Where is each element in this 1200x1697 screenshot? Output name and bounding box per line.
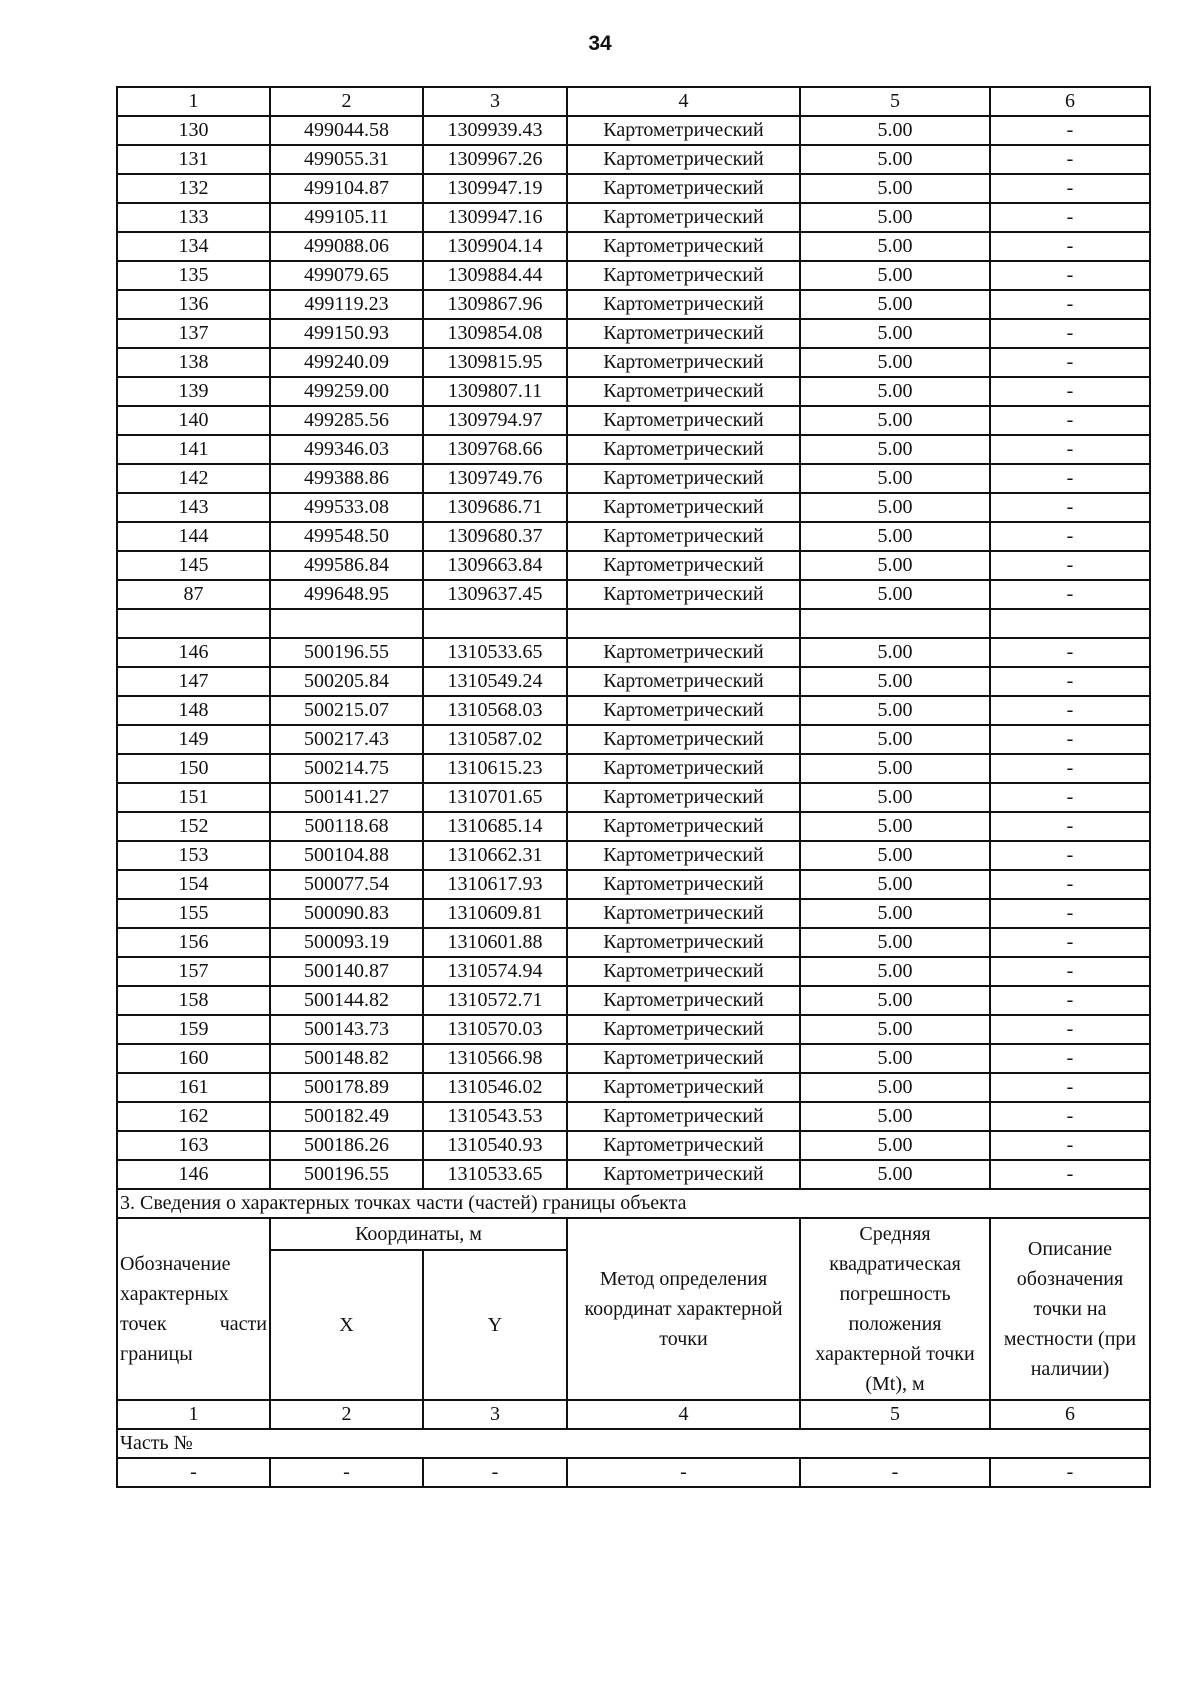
column-number: 6 [990, 87, 1150, 116]
point-number-cell: 157 [117, 957, 270, 986]
method-cell: Картометрический [567, 1131, 800, 1160]
x-coordinate-cell: 500196.55 [270, 1160, 423, 1189]
point-number-cell: 158 [117, 986, 270, 1015]
error-cell: 5.00 [800, 203, 990, 232]
table-row [117, 957, 1150, 986]
column-number: 5 [800, 1400, 990, 1429]
error-cell: 5.00 [800, 725, 990, 754]
description-cell: - [990, 1015, 1150, 1044]
method-cell: Картометрический [567, 696, 800, 725]
column-number: 4 [567, 1400, 800, 1429]
description-cell: - [990, 986, 1150, 1015]
error-header: Средняя квадратическая погрешность положения характерной точки (Mt), м [800, 1218, 990, 1400]
x-coordinate-cell: 500148.82 [270, 1044, 423, 1073]
error-cell: 5.00 [800, 1044, 990, 1073]
y-coordinate-cell: 1309637.45 [423, 580, 567, 609]
table-row [117, 1044, 1150, 1073]
error-cell: 5.00 [800, 928, 990, 957]
description-header: Описание обозначения точки на местности (при наличии) [990, 1218, 1150, 1400]
point-number-cell: 136 [117, 290, 270, 319]
point-number-cell: 135 [117, 261, 270, 290]
y-coordinate-cell: 1310533.65 [423, 1160, 567, 1189]
table-row [117, 696, 1150, 725]
table-row [117, 1160, 1150, 1189]
x-coordinate-cell: 499150.93 [270, 319, 423, 348]
description-cell: - [990, 232, 1150, 261]
y-coordinate-cell: 1309663.84 [423, 551, 567, 580]
point-number-cell: 156 [117, 928, 270, 957]
table-row [117, 174, 1150, 203]
error-cell: 5.00 [800, 1102, 990, 1131]
table-row [117, 232, 1150, 261]
method-cell: Картометрический [567, 290, 800, 319]
x-coordinate-cell: 500143.73 [270, 1015, 423, 1044]
error-cell: 5.00 [800, 1160, 990, 1189]
x-coordinate-cell: 499044.58 [270, 116, 423, 145]
description-cell: - [990, 1073, 1150, 1102]
y-coordinate-cell: 1310662.31 [423, 841, 567, 870]
y-coordinate-cell: 1309854.08 [423, 319, 567, 348]
point-number-cell: 143 [117, 493, 270, 522]
x-coordinate-cell [270, 609, 423, 638]
table-row [117, 261, 1150, 290]
point-number-cell: 146 [117, 1160, 270, 1189]
y-coordinate-cell: 1310609.81 [423, 899, 567, 928]
column-number: 1 [117, 87, 270, 116]
error-cell: 5.00 [800, 841, 990, 870]
table-row [117, 580, 1150, 609]
method-cell: Картометрический [567, 261, 800, 290]
point-number-cell: 140 [117, 406, 270, 435]
table-row [117, 522, 1150, 551]
method-cell: Картометрический [567, 232, 800, 261]
point-number-cell: 133 [117, 203, 270, 232]
method-cell [567, 609, 800, 638]
table-row [117, 551, 1150, 580]
method-cell: Картометрический [567, 1073, 800, 1102]
column-number: 2 [270, 87, 423, 116]
coordinates-table [116, 86, 1151, 1488]
method-cell: Картометрический [567, 754, 800, 783]
method-cell: Картометрический [567, 319, 800, 348]
y-coordinate-cell: 1309947.16 [423, 203, 567, 232]
table-row [117, 870, 1150, 899]
x-coordinate-cell: 500140.87 [270, 957, 423, 986]
x-coordinate-cell: 499586.84 [270, 551, 423, 580]
description-cell: - [990, 116, 1150, 145]
y-coordinate-cell: 1310546.02 [423, 1073, 567, 1102]
error-cell: 5.00 [800, 116, 990, 145]
error-cell: 5.00 [800, 435, 990, 464]
error-cell: 5.00 [800, 377, 990, 406]
y-coordinate-cell: 1310701.65 [423, 783, 567, 812]
table-row [117, 841, 1150, 870]
point-number-cell: 141 [117, 435, 270, 464]
x-coordinate-cell: 500178.89 [270, 1073, 423, 1102]
designation-header: Обозначение характерных точек части границы [117, 1218, 270, 1400]
table-row [117, 348, 1150, 377]
page-number: 34 [588, 32, 612, 55]
description-cell: - [990, 1160, 1150, 1189]
error-cell [800, 609, 990, 638]
description-cell: - [990, 174, 1150, 203]
point-number-cell: 145 [117, 551, 270, 580]
y-coordinate-cell: 1309884.44 [423, 261, 567, 290]
table-row [117, 812, 1150, 841]
x-coordinate-cell: 499119.23 [270, 290, 423, 319]
method-cell: Картометрический [567, 435, 800, 464]
table-row [117, 319, 1150, 348]
x-coordinate-cell: 500093.19 [270, 928, 423, 957]
empty-cell: - [800, 1458, 990, 1487]
description-cell: - [990, 203, 1150, 232]
point-number-cell: 160 [117, 1044, 270, 1073]
description-cell: - [990, 1131, 1150, 1160]
y-coordinate-cell: 1310685.14 [423, 812, 567, 841]
x-coordinate-cell: 499548.50 [270, 522, 423, 551]
column-number: 1 [117, 1400, 270, 1429]
description-cell: - [990, 899, 1150, 928]
method-cell: Картометрический [567, 667, 800, 696]
description-cell: - [990, 812, 1150, 841]
x-coordinate-cell: 499285.56 [270, 406, 423, 435]
description-cell: - [990, 348, 1150, 377]
description-cell: - [990, 406, 1150, 435]
point-number-cell: 161 [117, 1073, 270, 1102]
table-row [117, 406, 1150, 435]
description-cell: - [990, 783, 1150, 812]
error-cell: 5.00 [800, 319, 990, 348]
section3-title-row [117, 1189, 1150, 1218]
point-number-cell: 87 [117, 580, 270, 609]
x-coordinate-cell: 500214.75 [270, 754, 423, 783]
section3-empty-row [117, 1458, 1150, 1487]
method-cell: Картометрический [567, 145, 800, 174]
section3-column-number-row [117, 1400, 1150, 1429]
error-cell: 5.00 [800, 696, 990, 725]
error-cell: 5.00 [800, 232, 990, 261]
method-cell: Картометрический [567, 638, 800, 667]
description-cell: - [990, 493, 1150, 522]
x-coordinate-cell: 499240.09 [270, 348, 423, 377]
y-coordinate-cell: 1310543.53 [423, 1102, 567, 1131]
x-coordinate-cell: 499104.87 [270, 174, 423, 203]
description-cell: - [990, 319, 1150, 348]
x-coordinate-cell: 499088.06 [270, 232, 423, 261]
x-header: X [270, 1250, 423, 1400]
empty-cell: - [270, 1458, 423, 1487]
x-coordinate-cell: 499388.86 [270, 464, 423, 493]
table-row [117, 116, 1150, 145]
table-row [117, 783, 1150, 812]
table-row [117, 986, 1150, 1015]
point-number-cell: 153 [117, 841, 270, 870]
y-coordinate-cell: 1309867.96 [423, 290, 567, 319]
method-cell: Картометрический [567, 116, 800, 145]
y-coordinate-cell: 1310572.71 [423, 986, 567, 1015]
table-row [117, 638, 1150, 667]
part-label: Часть № [117, 1429, 1150, 1458]
y-coordinate-cell: 1310617.93 [423, 870, 567, 899]
empty-cell: - [990, 1458, 1150, 1487]
y-coordinate-cell: 1310587.02 [423, 725, 567, 754]
x-coordinate-cell: 499259.00 [270, 377, 423, 406]
method-cell: Картометрический [567, 551, 800, 580]
description-cell: - [990, 522, 1150, 551]
table-row [117, 1131, 1150, 1160]
method-cell: Картометрический [567, 986, 800, 1015]
x-coordinate-cell: 499079.65 [270, 261, 423, 290]
y-coordinate-cell: 1309967.26 [423, 145, 567, 174]
description-cell: - [990, 551, 1150, 580]
y-coordinate-cell: 1309686.71 [423, 493, 567, 522]
empty-separator-row [117, 609, 1150, 638]
description-cell: - [990, 638, 1150, 667]
error-cell: 5.00 [800, 145, 990, 174]
error-cell: 5.00 [800, 957, 990, 986]
section3-block [117, 1189, 1150, 1487]
point-number-cell: 151 [117, 783, 270, 812]
table-row [117, 493, 1150, 522]
description-cell: - [990, 696, 1150, 725]
description-cell: - [990, 754, 1150, 783]
table-row [117, 725, 1150, 754]
error-cell: 5.00 [800, 522, 990, 551]
method-cell: Картометрический [567, 725, 800, 754]
x-coordinate-cell: 500144.82 [270, 986, 423, 1015]
y-coordinate-cell: 1310601.88 [423, 928, 567, 957]
table-row [117, 754, 1150, 783]
y-coordinate-cell: 1309939.43 [423, 116, 567, 145]
method-cell: Картометрический [567, 1044, 800, 1073]
point-number-cell: 152 [117, 812, 270, 841]
method-cell: Картометрический [567, 522, 800, 551]
table-row [117, 290, 1150, 319]
description-cell: - [990, 580, 1150, 609]
method-cell: Картометрический [567, 899, 800, 928]
error-cell: 5.00 [800, 174, 990, 203]
empty-cell: - [567, 1458, 800, 1487]
method-cell: Картометрический [567, 783, 800, 812]
method-cell: Картометрический [567, 464, 800, 493]
point-number-cell: 144 [117, 522, 270, 551]
x-coordinate-cell: 500090.83 [270, 899, 423, 928]
column-number: 5 [800, 87, 990, 116]
method-cell: Картометрический [567, 928, 800, 957]
point-number-cell: 131 [117, 145, 270, 174]
y-coordinate-cell: 1309768.66 [423, 435, 567, 464]
point-number-cell: 148 [117, 696, 270, 725]
x-coordinate-cell: 500182.49 [270, 1102, 423, 1131]
error-cell: 5.00 [800, 1073, 990, 1102]
description-cell: - [990, 377, 1150, 406]
point-number-cell: 149 [117, 725, 270, 754]
method-cell: Картометрический [567, 1102, 800, 1131]
x-coordinate-cell: 499346.03 [270, 435, 423, 464]
error-cell: 5.00 [800, 406, 990, 435]
error-cell: 5.00 [800, 551, 990, 580]
point-number-cell: 142 [117, 464, 270, 493]
error-cell: 5.00 [800, 638, 990, 667]
column-number: 3 [423, 87, 567, 116]
section3-title: 3. Сведения о характерных точках части (частей) границы объекта [117, 1189, 1150, 1218]
error-cell: 5.00 [800, 464, 990, 493]
point-number-cell: 150 [117, 754, 270, 783]
method-cell: Картометрический [567, 203, 800, 232]
point-number-cell: 134 [117, 232, 270, 261]
error-cell: 5.00 [800, 348, 990, 377]
method-cell: Картометрический [567, 957, 800, 986]
column-number: 4 [567, 87, 800, 116]
method-cell: Картометрический [567, 812, 800, 841]
section3-header-row [117, 1218, 1150, 1250]
method-cell: Картометрический [567, 580, 800, 609]
table-row [117, 1073, 1150, 1102]
y-coordinate-cell: 1310566.98 [423, 1044, 567, 1073]
error-cell: 5.00 [800, 812, 990, 841]
point-number-cell: 138 [117, 348, 270, 377]
x-coordinate-cell: 500141.27 [270, 783, 423, 812]
x-coordinate-cell: 500217.43 [270, 725, 423, 754]
empty-cell: - [117, 1458, 270, 1487]
point-number-cell: 159 [117, 1015, 270, 1044]
description-cell: - [990, 667, 1150, 696]
y-coordinate-cell: 1310533.65 [423, 638, 567, 667]
method-cell: Картометрический [567, 377, 800, 406]
error-cell: 5.00 [800, 1015, 990, 1044]
y-coordinate-cell [423, 609, 567, 638]
x-coordinate-cell: 499648.95 [270, 580, 423, 609]
y-coordinate-cell: 1309794.97 [423, 406, 567, 435]
description-cell: - [990, 435, 1150, 464]
y-coordinate-cell: 1309904.14 [423, 232, 567, 261]
y-coordinate-cell: 1310540.93 [423, 1131, 567, 1160]
error-cell: 5.00 [800, 754, 990, 783]
description-cell: - [990, 145, 1150, 174]
error-cell: 5.00 [800, 290, 990, 319]
y-coordinate-cell: 1310574.94 [423, 957, 567, 986]
y-coordinate-cell: 1309815.95 [423, 348, 567, 377]
method-header: Метод определения координат характерной точки [567, 1218, 800, 1400]
error-cell: 5.00 [800, 1131, 990, 1160]
empty-cell: - [423, 1458, 567, 1487]
x-coordinate-cell: 499533.08 [270, 493, 423, 522]
x-coordinate-cell: 500205.84 [270, 667, 423, 696]
part-label-row [117, 1429, 1150, 1458]
y-coordinate-cell: 1310568.03 [423, 696, 567, 725]
point-number-cell: 155 [117, 899, 270, 928]
point-number-cell: 137 [117, 319, 270, 348]
method-cell: Картометрический [567, 174, 800, 203]
x-coordinate-cell: 499105.11 [270, 203, 423, 232]
error-cell: 5.00 [800, 870, 990, 899]
y-coordinate-cell: 1310570.03 [423, 1015, 567, 1044]
description-cell: - [990, 1044, 1150, 1073]
point-number-cell: 130 [117, 116, 270, 145]
method-cell: Картометрический [567, 406, 800, 435]
table-row [117, 899, 1150, 928]
method-cell: Картометрический [567, 1015, 800, 1044]
error-cell: 5.00 [800, 493, 990, 522]
x-coordinate-cell: 500077.54 [270, 870, 423, 899]
method-cell: Картометрический [567, 870, 800, 899]
error-cell: 5.00 [800, 667, 990, 696]
description-cell: - [990, 870, 1150, 899]
description-cell: - [990, 464, 1150, 493]
description-cell: - [990, 1102, 1150, 1131]
column-number: 6 [990, 1400, 1150, 1429]
description-cell [990, 609, 1150, 638]
point-number-cell: 132 [117, 174, 270, 203]
x-coordinate-cell: 500196.55 [270, 638, 423, 667]
column-number: 3 [423, 1400, 567, 1429]
table-row [117, 928, 1150, 957]
point-number-cell: 147 [117, 667, 270, 696]
y-coordinate-cell: 1310615.23 [423, 754, 567, 783]
error-cell: 5.00 [800, 783, 990, 812]
description-cell: - [990, 725, 1150, 754]
coordinates-table-body [117, 87, 1150, 1189]
method-cell: Картометрический [567, 348, 800, 377]
x-coordinate-cell: 500186.26 [270, 1131, 423, 1160]
y-coordinate-cell: 1309680.37 [423, 522, 567, 551]
point-number-cell: 154 [117, 870, 270, 899]
description-cell: - [990, 957, 1150, 986]
error-cell: 5.00 [800, 899, 990, 928]
y-coordinate-cell: 1310549.24 [423, 667, 567, 696]
table-row [117, 203, 1150, 232]
table-row [117, 1015, 1150, 1044]
column-number: 2 [270, 1400, 423, 1429]
error-cell: 5.00 [800, 580, 990, 609]
point-number-cell [117, 609, 270, 638]
description-cell: - [990, 841, 1150, 870]
table-row [117, 145, 1150, 174]
method-cell: Картометрический [567, 493, 800, 522]
x-coordinate-cell: 500118.68 [270, 812, 423, 841]
x-coordinate-cell: 499055.31 [270, 145, 423, 174]
x-coordinate-cell: 500215.07 [270, 696, 423, 725]
point-number-cell: 162 [117, 1102, 270, 1131]
y-coordinate-cell: 1309749.76 [423, 464, 567, 493]
point-number-cell: 146 [117, 638, 270, 667]
description-cell: - [990, 928, 1150, 957]
error-cell: 5.00 [800, 986, 990, 1015]
coordinates-header: Координаты, м [270, 1218, 567, 1250]
point-number-cell: 163 [117, 1131, 270, 1160]
y-header: Y [423, 1250, 567, 1400]
y-coordinate-cell: 1309807.11 [423, 377, 567, 406]
table-row [117, 464, 1150, 493]
error-cell: 5.00 [800, 261, 990, 290]
table-row [117, 1102, 1150, 1131]
description-cell: - [990, 261, 1150, 290]
y-coordinate-cell: 1309947.19 [423, 174, 567, 203]
x-coordinate-cell: 500104.88 [270, 841, 423, 870]
table-row [117, 435, 1150, 464]
table-row [117, 377, 1150, 406]
description-cell: - [990, 290, 1150, 319]
table-row [117, 667, 1150, 696]
point-number-cell: 139 [117, 377, 270, 406]
method-cell: Картометрический [567, 1160, 800, 1189]
column-number-row [117, 87, 1150, 116]
method-cell: Картометрический [567, 841, 800, 870]
